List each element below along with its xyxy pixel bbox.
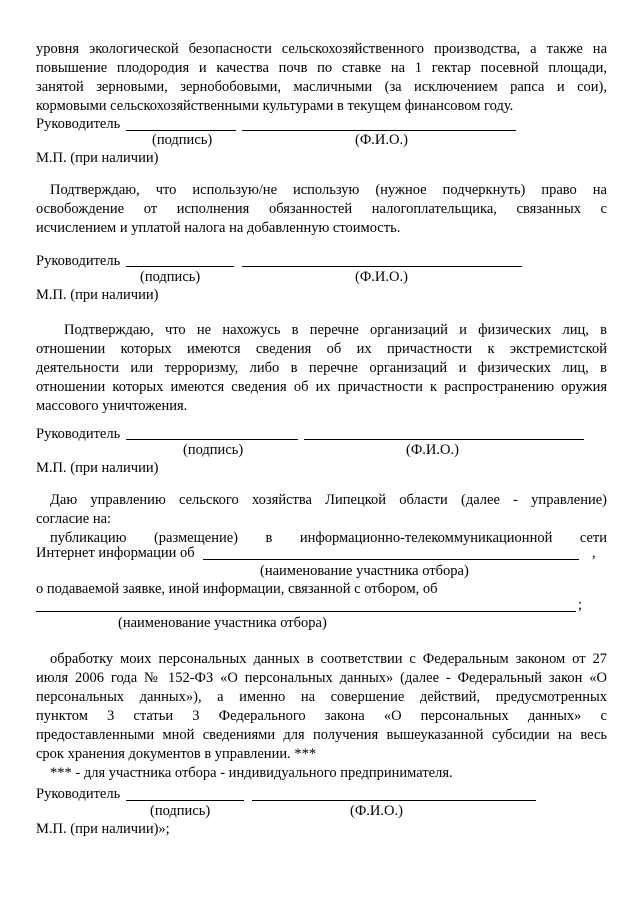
signature-head-label: Руководитель bbox=[36, 116, 121, 132]
paragraph-line: согласие на: bbox=[36, 511, 112, 527]
name-line bbox=[252, 800, 536, 801]
paragraph-line: отношении которых имеются сведения об их причастности к экстремистской bbox=[36, 341, 607, 357]
signature-line bbox=[126, 266, 234, 267]
name-caption: (Ф.И.О.) bbox=[406, 442, 459, 458]
seal-label: М.П. (при наличии) bbox=[36, 150, 159, 166]
paragraph-line: пунктом 3 статьи 3 Федерального закона «О персональных данных» с bbox=[36, 708, 607, 724]
comma: , bbox=[592, 545, 596, 561]
signature-line bbox=[126, 800, 244, 801]
participant-name-line bbox=[203, 559, 579, 560]
signature-head-label: Руководитель bbox=[36, 426, 121, 442]
paragraph-line: Даю управлению сельского хозяйства Липецкой области (далее - управление) bbox=[50, 492, 607, 508]
seal-label: М.П. (при наличии) bbox=[36, 460, 159, 476]
paragraph-line: персональных данных»), а именно на совершение действий, предусмотренных bbox=[36, 689, 607, 705]
footnote: *** - для участника отбора - индивидуального предпринимателя. bbox=[50, 765, 453, 781]
name-caption: (Ф.И.О.) bbox=[350, 803, 403, 819]
paragraph-line: обработку моих персональных данных в соответствии с Федеральным законом от 27 bbox=[50, 651, 607, 667]
participant-name-caption: (наименование участника отбора) bbox=[118, 615, 327, 631]
signature-line bbox=[126, 439, 298, 440]
seal-label: М.П. (при наличии) bbox=[36, 287, 159, 303]
participant-name-caption: (наименование участника отбора) bbox=[260, 563, 469, 579]
paragraph-line: уровня экологической безопасности сельскохозяйственного производства, а также на bbox=[36, 41, 607, 57]
name-caption: (Ф.И.О.) bbox=[355, 132, 408, 148]
signature-caption: (подпись) bbox=[152, 132, 213, 148]
name-caption: (Ф.И.О.) bbox=[355, 269, 408, 285]
name-line bbox=[304, 439, 584, 440]
paragraph-line: срок хранения документов в управлении. *** bbox=[36, 746, 317, 762]
seal-label: М.П. (при наличии)»; bbox=[36, 821, 170, 837]
paragraph-line: деятельности или терроризму, либо в перечне организаций и физических лиц, в bbox=[36, 360, 607, 376]
signature-caption: (подпись) bbox=[140, 269, 201, 285]
participant-name-line bbox=[36, 611, 576, 612]
paragraph-line: исчислением и уплатой налога на добавленную стоимость. bbox=[36, 220, 401, 236]
paragraph-line: отношении которых имеются сведения об их причастности к распространению оружия bbox=[36, 379, 607, 395]
signature-head-label: Руководитель bbox=[36, 253, 121, 269]
paragraph-line: повышение плодородия и качества почв по ставке на 1 гектар посевной площади, bbox=[36, 60, 607, 76]
paragraph-line: Подтверждаю, что не нахожусь в перечне организаций и физических лиц, в bbox=[64, 322, 607, 338]
semicolon: ; bbox=[578, 597, 583, 613]
signature-head-label: Руководитель bbox=[36, 786, 121, 802]
signature-caption: (подпись) bbox=[183, 442, 244, 458]
paragraph-line: кормовыми сельскохозяйственными культурами в текущем финансовом году. bbox=[36, 98, 514, 114]
paragraph-line: Подтверждаю, что использую/не использую (нужное подчеркнуть) право на bbox=[50, 182, 607, 198]
paragraph-line: публикацию (размещение) в информационно-телекоммуникационной сети bbox=[50, 530, 607, 546]
signature-caption: (подпись) bbox=[150, 803, 211, 819]
name-line bbox=[242, 266, 522, 267]
paragraph-line: предоставленными мной сведениями для получения вышеуказанной субсидии на весь bbox=[36, 727, 607, 743]
paragraph-line: массового уничтожения. bbox=[36, 398, 188, 414]
paragraph-line: освобождение от исполнения обязанностей налогоплательщика, связанных с bbox=[36, 201, 607, 217]
paragraph-line: занятой зерновыми, зернобобовыми, масличными (за исключением рапса и сои), bbox=[36, 79, 607, 95]
paragraph-line: о подаваемой заявке, иной информации, связанной с отбором, об bbox=[36, 581, 438, 597]
paragraph-line: июля 2006 года № 152-ФЗ «О персональных данных» (далее - Федеральный закон «О bbox=[36, 670, 607, 686]
paragraph-line: Интернет информации об bbox=[36, 545, 195, 561]
